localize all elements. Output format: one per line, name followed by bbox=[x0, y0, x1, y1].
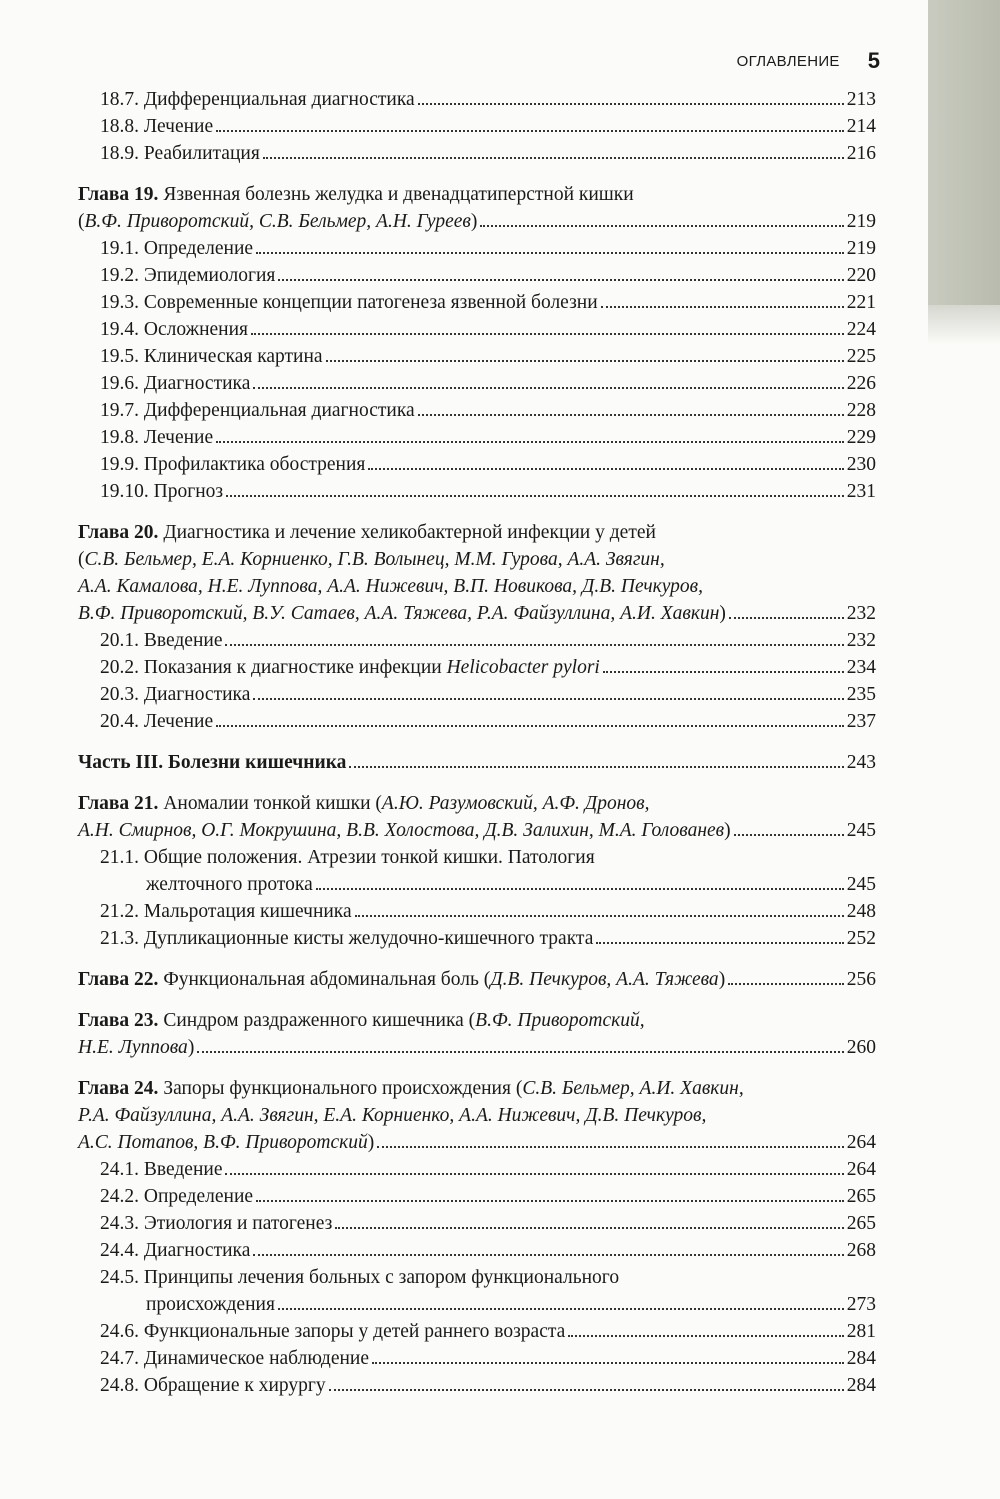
dot-leader bbox=[256, 252, 844, 254]
entry-page-number: 243 bbox=[846, 752, 876, 773]
entry-title: 19.7. Дифференциальная диагностика bbox=[100, 400, 415, 421]
dot-leader bbox=[263, 157, 844, 159]
entry-page-number: 281 bbox=[846, 1321, 876, 1342]
entry-title: Синдром раздраженного кишечника ( bbox=[158, 1010, 476, 1031]
toc-entry-line bbox=[78, 681, 876, 708]
entry-label: Глава 21. bbox=[78, 793, 159, 814]
toc-entry-line bbox=[78, 790, 876, 817]
toc-entry-line bbox=[78, 1034, 876, 1061]
table-of-contents bbox=[78, 86, 876, 1399]
entry-page-number: 284 bbox=[846, 1348, 876, 1369]
page-edge-fade bbox=[928, 305, 1000, 345]
toc-entry-line bbox=[78, 573, 876, 600]
toc-entry-line bbox=[78, 871, 876, 898]
toc-entry-line bbox=[78, 451, 876, 478]
toc-entry-line bbox=[78, 370, 876, 397]
entry-title: 21.3. Дупликационные кисты желудочно-кишечного тракта bbox=[100, 928, 594, 949]
running-header-title: ОГЛАВЛЕНИЕ bbox=[736, 52, 840, 70]
toc-entry-line bbox=[78, 817, 876, 844]
entry-page-number: 268 bbox=[846, 1240, 876, 1261]
entry-title: 18.7. Дифференциальная диагностика bbox=[100, 89, 415, 110]
entry-authors: В.Ф. Приворотский, С.В. Бельмер, А.Н. Гуреев bbox=[84, 211, 471, 232]
toc-entry-line bbox=[78, 925, 876, 952]
entry-title: ( bbox=[78, 211, 85, 232]
toc-entry-line bbox=[78, 1183, 876, 1210]
dot-leader bbox=[568, 1335, 843, 1337]
entry-authors: С.В. Бельмер, А.И. Хавкин, bbox=[522, 1078, 744, 1099]
toc-entry-line bbox=[78, 844, 876, 871]
dot-leader bbox=[480, 225, 843, 227]
entry-title: 18.8. Лечение bbox=[100, 116, 214, 137]
entry-title: 21.2. Мальротация кишечника bbox=[100, 901, 352, 922]
entry-title: ) bbox=[187, 1037, 195, 1058]
entry-title: Диагностика и лечение хеликобактерной инфекции у детей bbox=[158, 522, 656, 543]
dot-leader bbox=[225, 1173, 843, 1175]
entry-page-number: 230 bbox=[846, 454, 876, 475]
toc-entry-line bbox=[78, 478, 876, 505]
dot-leader bbox=[418, 103, 844, 105]
dot-leader bbox=[316, 888, 844, 890]
toc-entry-line bbox=[78, 1007, 876, 1034]
entry-page-number: 224 bbox=[846, 319, 876, 340]
dot-leader bbox=[216, 725, 844, 727]
dot-leader bbox=[372, 1362, 844, 1364]
entry-page-number: 219 bbox=[846, 238, 876, 259]
entry-authors: Д.В. Печкуров, А.А. Тяжева bbox=[490, 969, 719, 990]
entry-page-number: 232 bbox=[846, 630, 876, 651]
toc-entry-line bbox=[78, 235, 876, 262]
entry-page-number: 264 bbox=[846, 1159, 876, 1180]
dot-leader bbox=[596, 942, 843, 944]
entry-page-number: 264 bbox=[846, 1132, 876, 1153]
entry-title: Аномалии тонкой кишки ( bbox=[158, 793, 382, 814]
entry-title: 21.1. Общие положения. Атрезии тонкой кишки. Патология bbox=[100, 847, 595, 868]
toc-entry-line bbox=[78, 1075, 876, 1102]
entry-page-number: 260 bbox=[846, 1037, 876, 1058]
dot-leader bbox=[326, 360, 844, 362]
entry-label: Часть III. Болезни кишечника bbox=[78, 752, 347, 773]
dot-leader bbox=[216, 441, 844, 443]
toc-entry-line bbox=[78, 1318, 876, 1345]
toc-group bbox=[78, 86, 876, 167]
entry-title: ) bbox=[718, 969, 726, 990]
dot-leader bbox=[355, 915, 844, 917]
toc-entry-line bbox=[78, 140, 876, 167]
entry-page-number: 237 bbox=[846, 711, 876, 732]
entry-page-number: 234 bbox=[846, 657, 876, 678]
entry-title: 20.2. Показания к диагностике инфекции bbox=[100, 657, 447, 678]
dot-leader bbox=[729, 617, 844, 619]
entry-title: 19.1. Определение bbox=[100, 238, 254, 259]
dot-leader bbox=[278, 1308, 844, 1310]
toc-entry-line bbox=[78, 343, 876, 370]
entry-title: 19.5. Клиническая картина bbox=[100, 346, 323, 367]
entry-title: 19.9. Профилактика обострения bbox=[100, 454, 366, 475]
entry-page-number: 265 bbox=[846, 1213, 876, 1234]
entry-title: 24.7. Динамическое наблюдение bbox=[100, 1348, 370, 1369]
dot-leader bbox=[278, 279, 843, 281]
dot-leader bbox=[377, 1146, 843, 1148]
toc-group bbox=[78, 519, 876, 735]
toc-entry-line bbox=[78, 708, 876, 735]
entry-title: 24.4. Диагностика bbox=[100, 1240, 251, 1261]
toc-entry-line bbox=[78, 1156, 876, 1183]
entry-page-number: 213 bbox=[846, 89, 876, 110]
entry-title: 18.9. Реабилитация bbox=[100, 143, 260, 164]
dot-leader bbox=[253, 698, 843, 700]
entry-label: Глава 19. bbox=[78, 184, 159, 205]
dot-leader bbox=[197, 1051, 843, 1053]
dot-leader bbox=[603, 671, 844, 673]
entry-title: Запоры функционального происхождения ( bbox=[158, 1078, 523, 1099]
entry-title: 24.5. Принципы лечения больных с запором функционального bbox=[100, 1267, 620, 1288]
toc-entry-line bbox=[78, 898, 876, 925]
entry-label: Глава 20. bbox=[78, 522, 159, 543]
entry-title: 24.6. Функциональные запоры у детей раннего возраста bbox=[100, 1321, 566, 1342]
dot-leader bbox=[349, 766, 843, 768]
entry-authors: В.Ф. Приворотский, В.У. Сатаев, А.А. Тяжева, Р.А. Файзуллина, А.И. Хавкин bbox=[78, 603, 720, 624]
entry-title: 20.3. Диагностика bbox=[100, 684, 251, 705]
dot-leader bbox=[253, 387, 843, 389]
dot-leader bbox=[368, 468, 843, 470]
toc-entry-line bbox=[78, 749, 876, 776]
page-number: 5 bbox=[867, 48, 880, 73]
entry-page-number: 273 bbox=[846, 1294, 876, 1315]
toc-entry-line bbox=[78, 1264, 876, 1291]
toc-entry-line bbox=[78, 289, 876, 316]
toc-entry-line bbox=[78, 1345, 876, 1372]
toc-entry-line bbox=[78, 1372, 876, 1399]
dot-leader bbox=[335, 1227, 843, 1229]
entry-title: 19.6. Диагностика bbox=[100, 373, 251, 394]
entry-title: 24.2. Определение bbox=[100, 1186, 254, 1207]
toc-group bbox=[78, 966, 876, 993]
dot-leader bbox=[601, 306, 844, 308]
entry-title: 20.4. Лечение bbox=[100, 711, 214, 732]
entry-label: Глава 24. bbox=[78, 1078, 159, 1099]
entry-authors: С.В. Бельмер, Е.А. Корниенко, Г.В. Волынец, М.М. Гурова, А.А. Звягин, bbox=[84, 549, 665, 570]
entry-title: ) bbox=[470, 211, 478, 232]
toc-entry-line bbox=[78, 86, 876, 113]
toc-entry-line bbox=[78, 1129, 876, 1156]
entry-page-number: 265 bbox=[846, 1186, 876, 1207]
entry-authors: В.Ф. Приворотский, bbox=[475, 1010, 645, 1031]
entry-title: 19.4. Осложнения bbox=[100, 319, 249, 340]
toc-entry-line bbox=[78, 654, 876, 681]
entry-page-number: 216 bbox=[846, 143, 876, 164]
dot-leader bbox=[734, 834, 844, 836]
toc-entry-line bbox=[78, 397, 876, 424]
entry-page-number: 245 bbox=[846, 874, 876, 895]
dot-leader bbox=[418, 414, 844, 416]
toc-entry-line bbox=[78, 181, 876, 208]
entry-title: 24.3. Этиология и патогенез bbox=[100, 1213, 333, 1234]
entry-title: происхождения bbox=[146, 1294, 275, 1315]
entry-title: 19.8. Лечение bbox=[100, 427, 214, 448]
entry-page-number: 229 bbox=[846, 427, 876, 448]
toc-entry-line bbox=[78, 316, 876, 343]
toc-entry-line bbox=[78, 966, 876, 993]
entry-authors: Р.А. Файзуллина, А.А. Звягин, Е.А. Корниенко, А.А. Нижевич, Д.В. Печкуров, bbox=[78, 1105, 707, 1126]
toc-entry-line bbox=[78, 1102, 876, 1129]
toc-entry-line bbox=[78, 113, 876, 140]
toc-entry-line bbox=[78, 424, 876, 451]
entry-page-number: 226 bbox=[846, 373, 876, 394]
entry-title: 19.10. Прогноз bbox=[100, 481, 224, 502]
entry-page-number: 228 bbox=[846, 400, 876, 421]
entry-authors: Н.Е. Луппова bbox=[78, 1037, 188, 1058]
entry-page-number: 231 bbox=[846, 481, 876, 502]
entry-title: ( bbox=[78, 549, 85, 570]
entry-label: Глава 22. bbox=[78, 969, 159, 990]
dot-leader bbox=[216, 130, 844, 132]
page-edge-shadow bbox=[928, 0, 1000, 305]
entry-title: Функциональная абдоминальная боль ( bbox=[158, 969, 491, 990]
entry-title: 20.1. Введение bbox=[100, 630, 223, 651]
dot-leader bbox=[253, 1254, 843, 1256]
dot-leader bbox=[329, 1389, 844, 1391]
toc-group bbox=[78, 1007, 876, 1061]
entry-authors: А.Н. Смирнов, О.Г. Мокрушина, В.В. Холостова, Д.В. Залихин, М.А. Голованев bbox=[78, 820, 725, 841]
entry-page-number: 220 bbox=[846, 265, 876, 286]
toc-entry-line bbox=[78, 1237, 876, 1264]
toc-entry-line bbox=[78, 1291, 876, 1318]
entry-page-number: 256 bbox=[846, 969, 876, 990]
entry-title: 24.1. Введение bbox=[100, 1159, 223, 1180]
entry-page-number: 225 bbox=[846, 346, 876, 367]
toc-group bbox=[78, 1075, 876, 1399]
entry-title: желточного протока bbox=[146, 874, 313, 895]
toc-entry-line bbox=[78, 262, 876, 289]
entry-page-number: 219 bbox=[846, 211, 876, 232]
dot-leader bbox=[251, 333, 844, 335]
toc-group bbox=[78, 790, 876, 952]
toc-entry-line bbox=[78, 600, 876, 627]
toc-entry-line bbox=[78, 627, 876, 654]
entry-page-number: 214 bbox=[846, 116, 876, 137]
entry-page-number: 235 bbox=[846, 684, 876, 705]
entry-page-number: 252 bbox=[846, 928, 876, 949]
entry-title: Язвенная болезнь желудка и двенадцатиперстной кишки bbox=[158, 184, 634, 205]
dot-leader bbox=[728, 983, 844, 985]
entry-title: 19.3. Современные концепции патогенеза язвенной болезни bbox=[100, 292, 598, 313]
entry-page-number: 221 bbox=[846, 292, 876, 313]
entry-authors: А.А. Камалова, Н.Е. Луппова, А.А. Нижевич, В.П. Новикова, Д.В. Печкуров, bbox=[78, 576, 704, 597]
toc-entry-line bbox=[78, 519, 876, 546]
entry-page-number: 232 bbox=[846, 603, 876, 624]
entry-authors: А.Ю. Разумовский, А.Ф. Дронов, bbox=[381, 793, 650, 814]
toc-entry-line bbox=[78, 1210, 876, 1237]
entry-label: Глава 23. bbox=[78, 1010, 159, 1031]
toc-entry-line bbox=[78, 546, 876, 573]
running-header bbox=[0, 48, 880, 74]
entry-authors: Helicobacter pylori bbox=[446, 657, 600, 678]
entry-title: ) bbox=[719, 603, 726, 624]
entry-title: ) bbox=[724, 820, 731, 841]
dot-leader bbox=[226, 495, 844, 497]
dot-leader bbox=[225, 644, 843, 646]
dot-leader bbox=[256, 1200, 844, 1202]
toc-group bbox=[78, 749, 876, 776]
entry-authors: А.С. Потапов, В.Ф. Приворотский bbox=[78, 1132, 368, 1153]
entry-page-number: 245 bbox=[846, 820, 876, 841]
entry-title: 24.8. Обращение к хирургу bbox=[100, 1375, 326, 1396]
toc-entry-line bbox=[78, 208, 876, 235]
entry-title: ) bbox=[367, 1132, 375, 1153]
toc-group bbox=[78, 181, 876, 505]
entry-page-number: 248 bbox=[846, 901, 876, 922]
entry-page-number: 284 bbox=[846, 1375, 876, 1396]
entry-title: 19.2. Эпидемиология bbox=[100, 265, 276, 286]
